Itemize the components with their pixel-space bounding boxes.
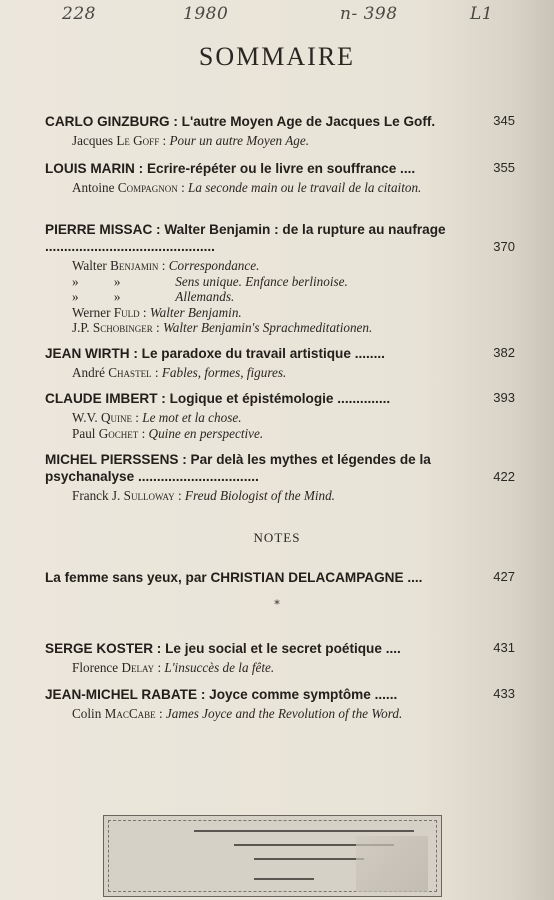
author-last: Compagnon — [117, 180, 178, 195]
page-number: 433 — [493, 686, 515, 701]
reviewed-work — [72, 274, 462, 290]
entry-title: SERGE KOSTER : Le jeu social et le secret poétique .... — [45, 641, 401, 656]
entry-title: CLAUDE IMBERT : Logique et épistémologie .............. — [45, 391, 391, 406]
author-first: Paul — [72, 425, 99, 441]
page-number: 431 — [493, 640, 515, 655]
section-separator: * — [274, 598, 280, 611]
handwritten-number: 228 — [62, 4, 96, 24]
work-title: Allemands. — [175, 289, 235, 304]
toc-entry — [45, 113, 515, 149]
author-last: Chastel — [108, 365, 152, 380]
reviewed-work: Franck J. Sulloway : Freud Biologist of the Mind. — [72, 488, 335, 503]
reviewed-work: Colin MacCabe : James Joyce and the Revolution of the Word. — [72, 706, 403, 721]
author-first: Antoine — [72, 180, 118, 195]
work-title: Fables, formes, figures. — [161, 365, 287, 380]
page-number: 355 — [493, 160, 515, 175]
page-number: 422 — [493, 469, 515, 484]
library-stamp — [103, 815, 442, 897]
work-title: Correspondance. — [168, 258, 260, 273]
author-last: Gochet — [98, 425, 139, 441]
author-last: Le Goff — [116, 133, 160, 148]
stamp-photo — [356, 836, 428, 892]
reviewed-work: Florence Delay : L'insuccès de la fête. — [72, 660, 275, 675]
author-first: Florence — [72, 660, 122, 675]
work-title: Le mot et la chose. — [142, 410, 242, 425]
work-title: La seconde main ou le travail de la citaiton. — [188, 180, 422, 195]
page-number: 393 — [493, 390, 515, 405]
toc-entry — [45, 569, 515, 586]
author-last: Fuld — [113, 304, 140, 320]
author-first: Jacques — [72, 133, 117, 148]
page-number: 382 — [493, 345, 515, 360]
entry-title: JEAN-MICHEL RABATE : Joyce comme symptôme ...... — [45, 687, 398, 702]
author-first: André — [72, 365, 109, 380]
reviewed-work: W.V. Quine : Le mot et la chose. — [72, 410, 242, 425]
entry-title: CARLO GINZBURG : L'autre Moyen Age de Jacques Le Goff. — [45, 114, 436, 129]
work-title: L'insuccès de la fête. — [164, 660, 275, 675]
author-last: Sulloway — [123, 488, 175, 503]
author-last: Schobinger — [92, 320, 153, 335]
toc-entry — [45, 345, 515, 381]
toc-entry — [45, 160, 515, 196]
handwritten-code: L1 — [470, 4, 494, 24]
author-first: W.V. — [72, 410, 101, 425]
ditto-mark: » — [113, 289, 121, 304]
author-first: Werner — [72, 304, 114, 320]
reviewed-work: André Chastel : Fables, formes, figures. — [72, 365, 287, 380]
work-title: Pour un autre Moyen Age. — [169, 133, 310, 148]
author-last: Quine — [100, 410, 132, 425]
reviewed-work: J.P. Schobinger : Walter Benjamin's Sprachmeditationen. — [72, 320, 373, 335]
work-title: Walter Benjamin. — [149, 304, 242, 320]
reviewed-work: Antoine Compagnon : La seconde main ou le travail de la citaiton. — [72, 180, 422, 195]
toc-entry — [45, 686, 515, 722]
work-title: Quine en perspective. — [148, 425, 264, 441]
handwritten-reference: n- 398 — [340, 4, 398, 24]
page-number: 370 — [493, 239, 515, 254]
reviewed-work: Werner Fuld : Walter Benjamin. — [72, 304, 242, 320]
notes-heading: NOTES — [253, 530, 301, 545]
reviewed-work: Paul Gochet : Quine en perspective. — [72, 425, 264, 441]
author-last: Delay — [121, 660, 155, 675]
work-title: Freud Biologist of the Mind. — [184, 488, 335, 503]
handwritten-year: 1980 — [183, 4, 229, 24]
entry-title: JEAN WIRTH : Le paradoxe du travail artistique ........ — [45, 346, 385, 361]
author-last: Benjamin — [110, 258, 159, 273]
ditto-mark: » — [72, 273, 82, 289]
author-last: MacCabe — [104, 706, 156, 721]
author-first: Walter — [72, 258, 111, 273]
reviewed-work: Jacques Le Goff : Pour un autre Moyen Age. — [72, 133, 310, 148]
work-title: James Joyce and the Revolution of the Word. — [165, 706, 403, 721]
work-title: Sens unique. Enfance berlinoise. — [175, 273, 348, 289]
entry-title: LOUIS MARIN : Ecrire-répéter ou le livre en souffrance .... — [45, 161, 416, 176]
page-title: SOMMAIRE — [198, 42, 356, 71]
author-first: Franck J. — [72, 488, 124, 503]
reviewed-work — [72, 289, 462, 305]
reviewed-work: Walter Benjamin : Correspondance. — [72, 258, 260, 273]
entry-title: MICHEL PIERSSENS : Par delà les mythes et légendes de la psychanalyse ................................ — [45, 452, 431, 484]
author-first: J.P. — [72, 320, 93, 335]
ditto-mark: » — [72, 289, 82, 304]
page-number: 427 — [493, 569, 515, 584]
author-first: Colin — [72, 706, 105, 721]
work-title: Walter Benjamin's Sprachmeditationen. — [163, 320, 373, 335]
entry-title: PIERRE MISSAC : Walter Benjamin : de la rupture au naufrage ............................................. — [45, 222, 446, 254]
entry-title: La femme sans yeux, par CHRISTIAN DELACAMPAGNE .... — [45, 570, 423, 585]
toc-entry — [45, 640, 515, 676]
toc-entry — [45, 221, 515, 336]
toc-entry — [45, 451, 515, 504]
ditto-mark: » — [113, 273, 121, 289]
toc-entry — [45, 390, 515, 441]
page-number: 345 — [493, 113, 515, 128]
